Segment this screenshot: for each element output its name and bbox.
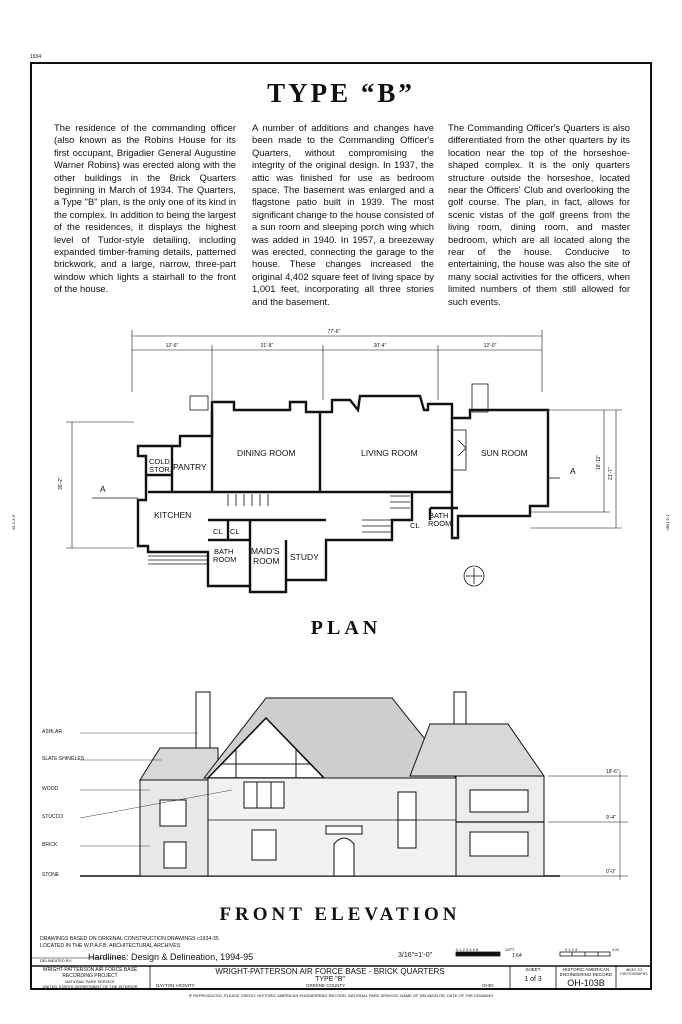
scale-ratio: 1:64 [512,953,522,959]
sheet-label: SHEET [525,967,541,972]
agency-line-1: WRIGHT-PATTERSON AIR FORCE BASE [42,967,138,973]
room-bath-2a: BATH [429,511,449,520]
room-cold-stor-1: COLD [149,457,170,466]
corner-tag: 1934 [30,54,42,60]
overall-dimension: 77'-6" [327,329,341,335]
plan-heading: PLAN [310,617,382,639]
height-mark-3: 0'-0" [606,869,616,875]
text-column-3: The Commanding Officer's Quarters is also differentiated from the other quarters by its location near the top of the horseshoe-shaped complex. It is the only quarters structure outside the horseshoe, located near the Officers' Club and overlooking the golf course. The plan, in fact, allows for scenic vistas of the golf greens from the living room, dining room, and master bedroom, which are all located along the rear of the house. Conducive to entertaining, the house was also the site of many social activities for the officers, when limited numbers of them still allowed for such events. [448,122,630,307]
segment-dimension-1: 12'-6" [165,343,179,349]
material-ashlar: ASHLAR [42,729,63,735]
elevation-drawing [80,692,628,880]
scale-m: 4 M [612,947,619,952]
plan-dimensions [66,330,622,548]
record-number: OH-103B [567,978,605,988]
left-margin-mark: 39-1-3-6 [11,514,17,531]
room-cold-stor-2: STOR. [149,465,172,474]
delineated-label: DELINEATED BY: [40,958,73,963]
section-marker-right: A [570,466,576,476]
delineator-credit: Hardlines: Design & Delineation, 1994-95 [88,952,254,962]
location: DAYTON VICINITY [156,983,195,988]
height-mark-2: 9'-4" [606,815,616,821]
material-wood: WOOD [42,786,59,792]
room-pantry: PANTRY [173,462,207,472]
room-bath-1a: BATH [214,547,234,556]
sheet-title: TYPE “B” [267,78,415,108]
material-brick: BRICK [42,842,58,848]
scale-m-ticks: 0 1 2 3 [565,947,578,952]
note-line-2: LOCATED IN THE W.P.A.F.B. ARCHITECTURAL ARCHIVES [40,943,181,949]
room-closet-2: CL [230,527,240,536]
index-label: INDEX TO PHOTOGRAPHS [620,968,648,976]
agency-line-2: RECORDING PROJECT [62,973,118,979]
right-dimension-2: 21'-7" [608,467,614,480]
room-maids-2: ROOM [253,556,280,566]
agency-block [32,967,148,989]
room-bath-2b: ROOM [428,519,452,528]
room-kitchen: KITCHEN [154,510,192,520]
project-subtitle: TYPE "B" [315,976,345,983]
text-column-1: The residence of the commanding officer (also known as the Robins House for its first occupant, Brigadier General Augustine Warner Robins) was erected along with the other buildings in the Brick Quarters beginning in March of 1934. The Quarters, a Type "B" plan, is the only one of its kind in the complex. In addition to being the largest of the residences, it displays the highest level of Tudor-style detailing, including expanded timber-framing details, patterned brickwork, and a large, narrow, three-part window which lights a stairhall to the front of the house. [54,122,236,295]
room-living: LIVING ROOM [361,448,418,458]
segment-dimension-2: 21'-8" [260,343,274,349]
room-bath-1b: ROOM [213,555,237,564]
height-mark-1: 18'-6" [606,769,619,775]
text-column-2: A number of additions and changes have been made to the Commanding Officer's Quarters, without compromising the integrity of the original design. In 1937, the attic was finished for use as bedroom space. The basement was enlarged and a flagstone patio built in 1939. The most significant change to the house consisted of a sun room and sleeping porch wing which was added in 1940. In 1957, a breezeway was erected, connecting the garage to the house. These changes increased the original 4,402 square feet of living space by 1,001 feet, incorporating all three stories and the basement. [252,122,434,307]
agency-line-4: UNITED STATES DEPARTMENT OF THE INTERIOR [42,984,138,989]
right-margin-mark: 1-3-1980 [665,514,671,531]
record-line-2: ENGINEERING RECORD [559,972,613,977]
reproduction-credit: IF REPRODUCED, PLEASE CREDIT: HISTORIC AMERICAN ENGINEERING RECORD, NATIONAL PARK SERVICE, NAME OF DELINEATOR, DATE OF THE DRAWING [188,993,494,998]
state: OHIO [482,983,494,988]
segment-dimension-4: 12'-0" [483,343,497,349]
elevation-heading: FRONT ELEVATION [219,904,461,925]
project-title: WRIGHT-PATTERSON AIR FORCE BASE - BRICK QUARTERS [215,967,445,976]
right-dimension-1: 18'-11" [596,454,602,470]
sheet-number: 1 of 3 [524,976,542,983]
drawing-source-note [40,936,219,950]
plan-walls [138,396,548,592]
agency-line-3: NATIONAL PARK SERVICE [65,979,115,984]
room-closet-3: CL [410,521,420,530]
scale-ticks: 0 1 2 3 4 5 6 [456,947,479,952]
room-dining: DINING ROOM [237,448,296,458]
room-sun: SUN ROOM [481,448,528,458]
material-stone: STONE [42,872,60,878]
room-study: STUDY [290,552,319,562]
material-stucco: STUCCO [42,814,64,820]
note-line-1: DRAWINGS BASED ON ORIGINAL CONSTRUCTION DRAWINGS c1934-35 [40,936,219,942]
left-dimension: 35'-2" [58,477,64,490]
section-marker-left: A [100,484,106,494]
scale-ft: 12FT [505,947,515,952]
room-closet-1: CL [213,527,223,536]
county: GREENE COUNTY [306,983,346,988]
scale-note: 3/16"=1'-0" [398,952,433,959]
material-slate: SLATE SHINGLES [42,756,85,762]
room-maids-1: MAID'S [251,546,280,556]
segment-dimension-3: 20'-4" [373,343,387,349]
record-line-1: HISTORIC AMERICAN [562,967,610,972]
